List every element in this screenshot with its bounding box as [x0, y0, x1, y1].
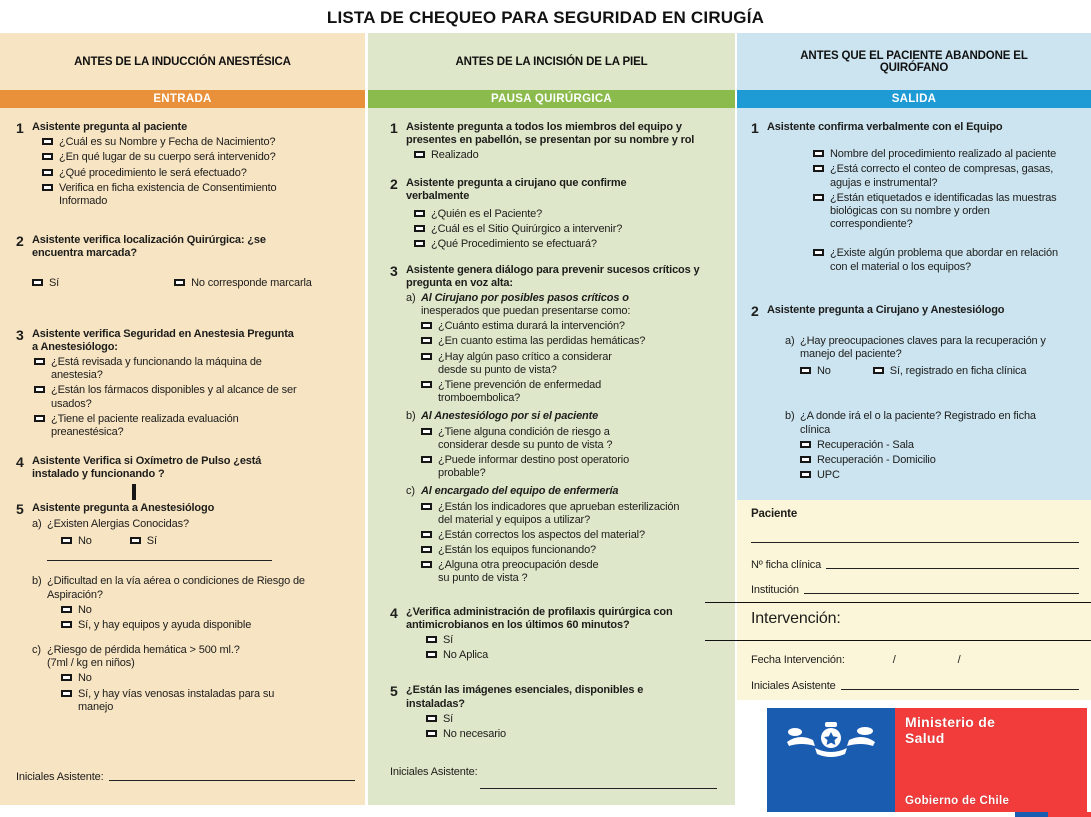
checkbox[interactable] [421, 561, 432, 568]
record-number-label: Nº ficha clínica [751, 559, 822, 571]
record-number-row [751, 559, 1079, 571]
checkbox[interactable] [800, 367, 811, 374]
intervention-date-row [751, 654, 1079, 666]
section-title: ¿Están las imágenes esenciales, disponibles e instaladas? [406, 684, 644, 710]
sub-label: a) [406, 291, 416, 304]
c2-initials-row [390, 766, 717, 789]
sub-question-a [406, 292, 725, 406]
item-label: ¿Puede informar destino post operatorio probable? [438, 453, 630, 480]
section-number: 2 [751, 302, 759, 319]
section-title: Asistente pregunta a Anestesiólogo [32, 501, 215, 514]
checklist-item [421, 454, 725, 480]
checklist-item [421, 501, 725, 527]
item-label: ¿Existe algún problema que abordar en relación con el material o los equipos? [830, 247, 1058, 273]
checklist-item [414, 238, 725, 251]
option [174, 277, 312, 290]
c3-section-1 [751, 121, 1081, 274]
flag-bar-red [1048, 812, 1091, 817]
sub-question-c [406, 485, 725, 585]
option-label: Sí [49, 276, 60, 289]
checklist-item [421, 426, 725, 452]
option [800, 365, 831, 378]
column-pausa-header: ANTES DE LA INCISIÓN DE LA PIEL [455, 55, 648, 68]
checkbox[interactable] [873, 367, 884, 374]
sub-question-text: ¿Hay preocupaciones claves para la recuperación y manejo del paciente? [800, 334, 1046, 361]
section-number: 1 [16, 120, 24, 136]
checklist-item [800, 439, 1081, 452]
item-label: ¿Está revisada y funcionando la máquina de anestesia? [51, 356, 262, 382]
checklist-item [61, 672, 355, 685]
checklist-item [414, 208, 725, 221]
option-label: Sí [146, 535, 157, 548]
checkbox[interactable] [421, 353, 432, 360]
item-label: No necesario [443, 727, 507, 740]
section-number: 1 [751, 120, 759, 136]
section-number: 2 [390, 175, 398, 192]
c1-section-3 [16, 328, 355, 440]
intervention-label: Intervención: [751, 610, 841, 627]
item-label: Realizado [431, 149, 479, 162]
section-title: Asistente pregunta a Cirujano y Anestesiólogo [767, 303, 1005, 316]
checkbox[interactable] [42, 184, 53, 191]
c1-section-2 [16, 234, 355, 290]
c1-section-4 [16, 455, 355, 499]
option [32, 277, 59, 290]
c3-initials-row [751, 680, 1079, 692]
option-label: Sí, registrado en ficha clínica [889, 365, 1027, 378]
item-label: ¿Qué procedimiento le será efectuado? [59, 166, 247, 179]
item-label: ¿Qué Procedimiento se efectuará? [431, 238, 597, 251]
c1-section-1 [16, 121, 355, 208]
intervention-date-label: Fecha Intervención: [751, 654, 845, 666]
checklist-item [421, 529, 725, 542]
item-label: ¿En qué lugar de su cuerpo será intervenido? [59, 151, 276, 164]
column-entrada [0, 33, 365, 805]
c2-section-3 [390, 264, 725, 586]
sub-question-lead: Al Cirujano por posibles pasos críticos o [421, 291, 629, 304]
option-row [61, 535, 355, 548]
section-number: 5 [390, 683, 398, 700]
institution-line[interactable] [804, 593, 1079, 594]
section-title: Asistente pregunta a cirujano que confirme verbalmente [406, 176, 627, 202]
item-label: ¿Quién es el Paciente? [431, 207, 543, 220]
checkbox[interactable] [32, 279, 43, 286]
checkbox[interactable] [130, 537, 141, 544]
item-label: UPC [817, 469, 840, 482]
option-row [32, 277, 355, 290]
item-label: ¿Tiene alguna condición de riesgo a considerar desde su punto de vista ? [438, 425, 613, 451]
checklist-item [813, 247, 1081, 273]
ministry-name: Ministerio de Salud [905, 714, 996, 747]
form-separator-line [705, 602, 1091, 603]
checkbox[interactable] [61, 621, 72, 628]
sub-label: b) [785, 410, 795, 423]
checkbox[interactable] [800, 441, 811, 448]
checkbox[interactable] [61, 606, 72, 613]
item-label: ¿Están los fármacos disponibles y al alcance de ser usados? [51, 384, 297, 410]
sub-question-text: ¿Riesgo de pérdida hemática > 500 ml.? [47, 644, 240, 657]
section-number: 4 [16, 454, 24, 471]
section-title: Asistente verifica localización Quirúrgica: ¿se encuentra marcada? [32, 234, 266, 260]
checklist-item [426, 634, 725, 647]
section-number: 3 [16, 326, 24, 343]
item-label: Recuperación - Domicilio [817, 454, 936, 466]
checklist-item [421, 320, 725, 333]
sub-question-text: ¿Dificultad en la vía aérea o condiciones de Riesgo de Aspiración? [47, 575, 305, 601]
item-label: No [78, 603, 92, 616]
column-pausa-content [368, 108, 735, 741]
patient-form [737, 500, 1091, 700]
section-title: Asistente pregunta al paciente [32, 121, 188, 133]
section-number: 5 [16, 500, 24, 517]
column-salida [737, 33, 1091, 805]
sub-question-a [785, 335, 1081, 379]
checkbox[interactable] [61, 537, 72, 544]
option-row [800, 365, 1081, 378]
checklist-item [34, 413, 355, 439]
item-label: ¿Tiene prevención de enfermedad tromboembolica? [438, 379, 602, 405]
c1-initials-row [16, 771, 355, 783]
checklist-item [61, 619, 355, 632]
sub-label: c) [32, 644, 41, 657]
column-salida-blue-area [737, 33, 1091, 500]
option [873, 365, 1027, 378]
checkbox[interactable] [813, 150, 824, 157]
checklist-item [813, 148, 1081, 161]
checklist-item [42, 151, 355, 164]
initials-line[interactable] [109, 780, 356, 781]
checkbox[interactable] [421, 456, 432, 463]
sub-question-note: (7ml / kg en niños) [47, 657, 135, 670]
sub-question-a [32, 518, 355, 561]
sub-question-b [32, 575, 355, 632]
checkbox[interactable] [800, 456, 811, 463]
section-title: ¿Verifica administración de profilaxis quirúrgica con antimicrobianos en los últimos 60 minutos? [406, 605, 673, 631]
checklist-item [42, 182, 355, 208]
checklist-item [61, 688, 355, 714]
c2-section-5 [390, 684, 725, 741]
item-label: No Aplica [443, 649, 489, 662]
option [130, 535, 157, 548]
patient-label: Paciente [751, 508, 798, 520]
government-name: Gobierno de Chile [905, 795, 1010, 807]
chile-coat-of-arms-icon [781, 718, 881, 764]
item-label: ¿Cuál es el Sitio Quirúrgico a intervenir? [431, 223, 623, 236]
item-label: ¿Están correctos los aspectos del material? [438, 528, 645, 541]
sub-label: a) [785, 334, 795, 347]
checkbox[interactable] [42, 138, 53, 145]
initials-label: Iniciales Asistente: [16, 771, 104, 783]
option [61, 535, 92, 548]
c3-section-2 [751, 304, 1081, 483]
section-number: 1 [390, 120, 398, 136]
sub-question-text: inesperados que puedan presentarse como: [421, 305, 631, 318]
checklist-item [421, 351, 725, 377]
institution-row [751, 584, 1079, 596]
checklist-item [34, 356, 355, 382]
checklist-item [426, 728, 725, 741]
section-number: 3 [390, 262, 398, 279]
sub-label: b) [406, 410, 416, 423]
checklist-item [800, 469, 1081, 482]
checkbox[interactable] [34, 415, 45, 422]
sub-question-lead: Al encargado del equipo de enfermería [421, 485, 619, 498]
sub-question-b [785, 410, 1081, 482]
section-title: Asistente pregunta a todos los miembros del equipo y presentes en pabellón, se presentan por su nombre y rol [406, 121, 695, 147]
column-entrada-bar: ENTRADA [0, 90, 365, 108]
item-label: Recuperación - Sala [817, 438, 914, 451]
column-entrada-content [0, 108, 365, 714]
logo-area [737, 700, 1091, 805]
item-label: No [78, 672, 92, 685]
checkbox[interactable] [42, 169, 53, 176]
checkbox[interactable] [426, 715, 437, 722]
column-salida-content [737, 108, 1091, 482]
option-label: No [78, 535, 92, 548]
checkbox[interactable] [414, 240, 425, 247]
checklist-item [800, 454, 1081, 467]
c1-section-5 [16, 502, 355, 714]
item-label: Verifica en ficha existencia de Consentimiento Informado [59, 181, 277, 207]
checklist-item [421, 559, 725, 585]
date-slash: / [892, 654, 896, 666]
sub-question-b [406, 410, 725, 480]
checklist-item [421, 335, 725, 348]
checklist-item [421, 379, 725, 405]
checkbox[interactable] [34, 358, 45, 365]
checklist-item [414, 223, 725, 236]
initials-label: Iniciales Asistente: [390, 766, 478, 778]
checkbox[interactable] [414, 225, 425, 232]
c2-section-4 [390, 606, 725, 663]
write-in-line[interactable] [47, 560, 272, 561]
checklist-item [426, 649, 725, 662]
checklist-item [34, 384, 355, 410]
option-label: No corresponde marcarla [191, 276, 312, 289]
checkbox[interactable] [42, 153, 53, 160]
checkbox[interactable] [421, 503, 432, 510]
logo-blue-panel [767, 708, 895, 812]
checkbox[interactable] [61, 690, 72, 697]
section-title: Asistente confirma verbalmente con el Equipo [767, 121, 1003, 133]
section-title: Asistente Verifica si Oxímetro de Pulso ¿está instalado y funcionando ? [32, 455, 262, 481]
checkbox[interactable] [174, 279, 185, 286]
checkbox[interactable] [426, 651, 437, 658]
checklist-item [426, 713, 725, 726]
institution-label: Institución [751, 584, 799, 596]
flag-bar-blue [1015, 812, 1048, 817]
checkbox[interactable] [800, 471, 811, 478]
item-label: Nombre del procedimiento realizado al paciente [830, 148, 1057, 161]
page-title: LISTA DE CHEQUEO PARA SEGURIDAD EN CIRUGÍA [326, 8, 765, 27]
checklist-item [414, 149, 725, 162]
checkbox[interactable] [813, 165, 824, 172]
column-salida-bar: SALIDA [737, 90, 1091, 108]
checkbox[interactable] [421, 337, 432, 344]
item-label: ¿Están los indicadores que aprueban esterilización del material y equipos a utilizar? [438, 500, 680, 526]
checkbox[interactable] [421, 381, 432, 388]
checkbox[interactable] [61, 674, 72, 681]
record-number-line[interactable] [826, 568, 1079, 569]
section-title: Asistente genera diálogo para prevenir sucesos críticos y pregunta en voz alta: [406, 263, 700, 289]
item-label: Sí [443, 634, 454, 646]
section-number: 4 [390, 604, 398, 621]
item-label: Sí [443, 712, 454, 725]
item-label: ¿Cuánto estima durará la intervención? [438, 320, 625, 333]
date-slash: / [957, 654, 961, 666]
checklist-item [813, 192, 1081, 232]
checkbox[interactable] [421, 428, 432, 435]
checkbox[interactable] [421, 322, 432, 329]
column-pausa-bar: PAUSA QUIRÚRGICA [368, 90, 735, 108]
checkbox[interactable] [421, 531, 432, 538]
sub-question-text: ¿A donde irá el o la paciente? Registrado en ficha clínica [800, 410, 1036, 436]
item-label: ¿En cuanto estima las perdidas hemáticas? [438, 335, 646, 348]
column-salida-header: ANTES QUE EL PACIENTE ABANDONE EL QUIRÓFANO [800, 49, 1028, 74]
checkbox[interactable] [132, 484, 136, 500]
checkbox[interactable] [813, 194, 824, 201]
checklist-item [61, 604, 355, 617]
initials-label: Iniciales Asistente [751, 680, 836, 692]
sub-label: a) [32, 517, 42, 530]
checklist-item [42, 167, 355, 180]
sub-question-text: ¿Existen Alergias Conocidas? [47, 517, 189, 530]
c2-section-2 [390, 177, 725, 252]
column-entrada-header: ANTES DE LA INDUCCIÓN ANESTÉSICA [74, 55, 291, 68]
sub-question-c [32, 644, 355, 714]
checkbox[interactable] [813, 249, 824, 256]
logo-red-panel [895, 708, 1087, 812]
item-label: ¿Alguna otra preocupación desde su punto de vista ? [438, 559, 599, 585]
patient-name-line[interactable] [751, 542, 1079, 543]
item-label: Sí, y hay equipos y ayuda disponible [78, 618, 252, 631]
item-label: ¿Tiene el paciente realizada evaluación preanestésica? [51, 412, 239, 438]
checklist-item [421, 544, 725, 557]
sub-label: c) [406, 485, 415, 498]
form-separator-line [705, 640, 1091, 641]
item-label: ¿Están los equipos funcionando? [438, 544, 597, 557]
checkbox[interactable] [34, 386, 45, 393]
c2-section-1 [390, 121, 725, 163]
checkbox[interactable] [426, 730, 437, 737]
checklist-item [42, 136, 355, 149]
initials-line[interactable] [480, 788, 717, 789]
sub-question-lead: Al Anestesiólogo por si el paciente [421, 410, 599, 423]
chile-flag-bar [1015, 812, 1091, 817]
option-label: No [817, 365, 831, 378]
item-label: Sí, y hay vías venosas instaladas para su manejo [78, 687, 275, 713]
section-number: 2 [16, 233, 24, 250]
checkbox[interactable] [426, 636, 437, 643]
item-label: ¿Cuál es su Nombre y Fecha de Nacimiento? [59, 136, 276, 149]
item-label: ¿Hay algún paso crítico a considerar desde su punto de vista? [438, 350, 612, 376]
item-label: ¿Están etiquetados e identificadas las muestras biológicas con su nombre y orden correspondiente? [830, 191, 1057, 231]
section-title: Asistente verifica Seguridad en Anestesia Pregunta a Anestesiólogo: [32, 327, 294, 353]
column-pausa-quirurgica [368, 33, 735, 805]
item-label: ¿Está correcto el conteo de compresas, gasas, agujas e instrumental? [830, 163, 1054, 189]
sub-label: b) [32, 575, 42, 588]
checkbox[interactable] [414, 210, 425, 217]
checklist-item [813, 163, 1081, 189]
checkbox[interactable] [421, 546, 432, 553]
checklist-item [132, 486, 355, 499]
ministry-of-health-logo [767, 708, 1087, 812]
initials-line[interactable] [841, 689, 1079, 690]
checkbox[interactable] [414, 151, 425, 158]
